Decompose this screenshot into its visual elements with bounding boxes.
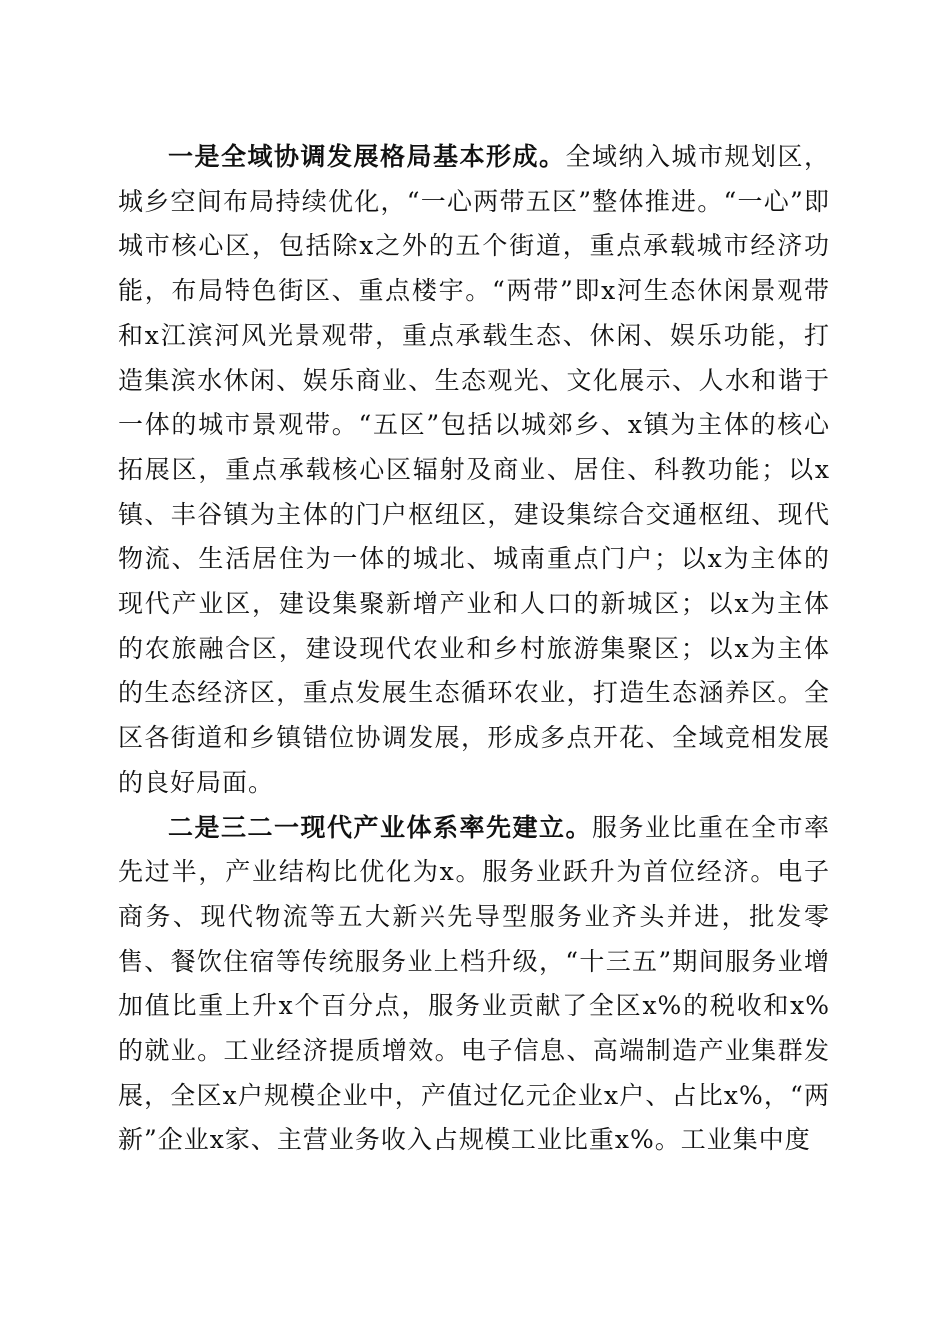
document-body: [118, 135, 830, 1163]
paragraph-2-lead: 二是三二一现代产业体系率先建立。: [168, 812, 592, 842]
paragraph-2: [118, 806, 830, 1164]
paragraph-1-lead: 一是全域协调发展格局基本形成。: [168, 142, 566, 171]
paragraph-1-body: 全域纳入城市规划区，城乡空间布局持续优化，“一心两带五区”整体推进。“一心”即城市核心区，包括除x之外的五个街道，重点承载城市经济功能，布局特色街区、重点楼宇。“两带”即x河生态休闲景观带和x江滨河风光景观带，重点承载生态、休闲、娱乐功能，打造集滨水休闲、娱乐商业、生态观光、文化展示、人水和谐于一体的城市景观带。“五区”包括以城郊乡、x镇为主体的核心拓展区，重点承载核心区辐射及商业、居住、科教功能；以x镇、丰谷镇为主体的门户枢纽区，建设集综合交通枢纽、现代物流、生活居住为一体的城北、城南重点门户；以x为主体的现代产业区，建设集聚新增产业和人口的新城区；以x为主体的农旅融合区，建设现代农业和乡村旅游集聚区；以x为主体的生态经济区，重点发展生态循环农业，打造生态涵养区。全区各街道和乡镇错位协调发展，形成多点开花、全域竞相发展的良好局面。: [118, 142, 830, 797]
paragraph-1: [118, 135, 830, 806]
paragraph-2-body: 服务业比重在全市率先过半，产业结构比优化为x。服务业跃升为首位经济。电子商务、现代物流等五大新兴先导型服务业齐头并进，批发零售、餐饮住宿等传统服务业上档升级，“十三五”期间服务业增加值比重上升x个百分点，服务业贡献了全区x%的税收和x%的就业。工业经济提质增效。电子信息、高端制造产业集群发展，全区x户规模企业中，产值过亿元企业x户、占比x%，“两新”企业x家、主营业务收入占规模工业比重x%。工业集中度: [118, 812, 830, 1155]
